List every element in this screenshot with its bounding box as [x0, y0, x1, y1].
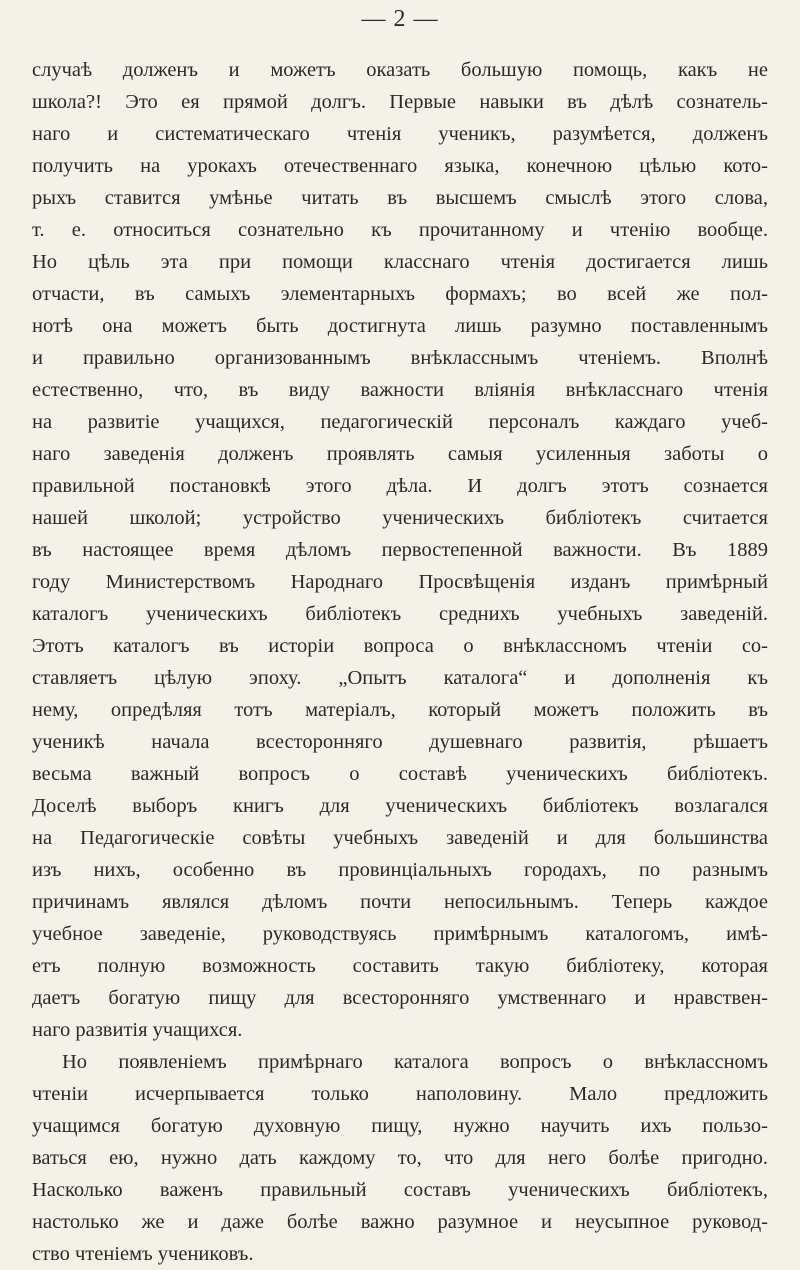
- text-line: нему, опредѣляя тотъ матеріалъ, который можетъ положить въ: [32, 699, 768, 721]
- body-text: [32, 54, 768, 1270]
- text-line: Этотъ каталогъ въ исторіи вопроса о внѣклассномъ чтеніи со-: [32, 635, 768, 657]
- text-line: естественно, что, въ виду важности вліянія внѣкласснаго чтенія: [32, 379, 768, 401]
- text-line: отчасти, въ самыхъ элементарныхъ формахъ; во всей же пол-: [32, 283, 768, 305]
- text-line: Но цѣль эта при помощи класснаго чтенія достигается лишь: [32, 251, 768, 273]
- text-line: получить на урокахъ отечественнаго языка, конечною цѣлью кото-: [32, 155, 768, 177]
- text-line: учащимся богатую духовную пищу, нужно научить ихъ пользо-: [32, 1115, 768, 1137]
- text-line: весьма важный вопросъ о составѣ ученическихъ библіотекъ.: [32, 763, 768, 785]
- text-line: Но появленіемъ примѣрнаго каталога вопросъ о внѣклассномъ: [62, 1051, 768, 1073]
- text-line: ваться ею, нужно дать каждому то, что для него болѣе пригодно.: [32, 1147, 768, 1169]
- text-line: наго и систематическаго чтенія ученикъ, разумѣется, долженъ: [32, 123, 768, 145]
- text-line: т. е. относиться сознательно къ прочитанному и чтенію вообще.: [32, 219, 768, 241]
- text-line: ставляетъ цѣлую эпоху. „Опытъ каталога“ и дополненія къ: [32, 667, 768, 689]
- text-line: ученикѣ начала всесторонняго душевнаго развитія, рѣшаетъ: [32, 731, 768, 753]
- text-line: етъ полную возможность составить такую библіотеку, которая: [32, 955, 768, 977]
- text-line: настолько же и даже болѣе важно разумное и неусыпное руковод-: [32, 1211, 768, 1233]
- text-line: ство чтеніемъ учениковъ.: [32, 1243, 254, 1265]
- text-line: на развитіе учащихся, педагогическій персоналъ каждаго учеб-: [32, 411, 768, 433]
- text-line: рыхъ ставится умѣнье читать въ высшемъ смыслѣ этого слова,: [32, 187, 768, 209]
- page-number: — 2 —: [361, 6, 439, 32]
- text-line: нотѣ она можетъ быть достигнута лишь разумно поставленнымъ: [32, 315, 768, 337]
- text-line: въ настоящее время дѣломъ первостепенной важности. Въ 1889: [32, 539, 768, 561]
- text-line: и правильно организованнымъ внѣкласснымъ чтеніемъ. Вполнѣ: [32, 347, 768, 369]
- text-line: чтеніи исчерпывается только наполовину. Мало предложить: [32, 1083, 768, 1105]
- text-line: нашей школой; устройство ученическихъ библіотекъ считается: [32, 507, 768, 529]
- text-line: изъ нихъ, особенно въ провинціальныхъ городахъ, по разнымъ: [32, 859, 768, 881]
- text-line: Насколько важенъ правильный составъ ученическихъ библіотекъ,: [32, 1179, 768, 1201]
- text-line: учебное заведеніе, руководствуясь примѣрнымъ каталогомъ, имѣ-: [32, 923, 768, 945]
- text-line: причинамъ являлся дѣломъ почти непосильнымъ. Теперь каждое: [32, 891, 768, 913]
- text-line: каталогъ ученическихъ библіотекъ среднихъ учебныхъ заведеній.: [32, 603, 768, 625]
- text-line: наго заведенія долженъ проявлять самыя усиленныя заботы о: [32, 443, 768, 465]
- text-line: школа?! Это ея прямой долгъ. Первые навыки въ дѣлѣ сознатель-: [32, 91, 768, 113]
- text-line: правильной постановкѣ этого дѣла. И долгъ этотъ сознается: [32, 475, 768, 497]
- text-line: случаѣ долженъ и можетъ оказать большую помощь, какъ не: [32, 59, 768, 81]
- text-line: Доселѣ выборъ книгъ для ученическихъ библіотекъ возлагался: [32, 795, 768, 817]
- text-line: даетъ богатую пищу для всесторонняго умственнаго и нравствен-: [32, 987, 768, 1009]
- text-line: наго развитія учащихся.: [32, 1019, 243, 1041]
- text-line: на Педагогическіе совѣты учебныхъ заведеній и для большинства: [32, 827, 768, 849]
- text-line: году Министерствомъ Народнаго Просвѣщенія изданъ примѣрный: [32, 571, 768, 593]
